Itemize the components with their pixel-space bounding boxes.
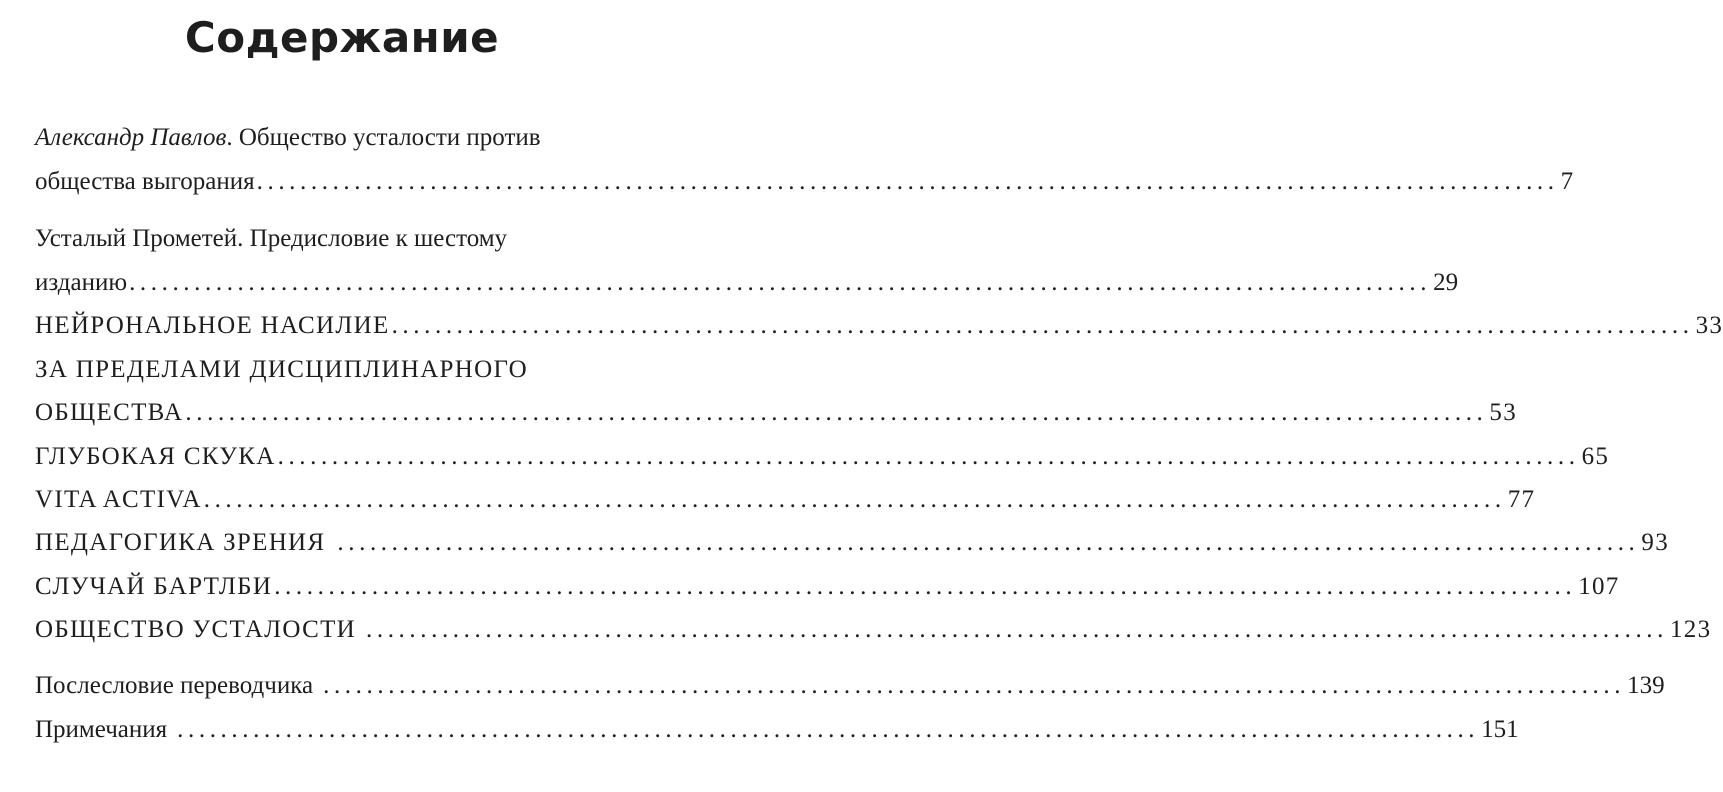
toc-entry-title: ОБЩЕСТВА (35, 399, 184, 426)
toc-entry-title: общества выгорания (35, 168, 255, 195)
dot-leader: ........................................................................................................................ (256, 168, 1559, 195)
toc-entry-line (35, 124, 625, 160)
toc-entry-title: VITA ACTIVA (35, 486, 202, 513)
toc-entry-line[interactable] (35, 529, 1669, 565)
toc-entry-title: НЕЙРОНАЛЬНОЕ НАСИЛИЕ (35, 312, 390, 339)
toc-entry-title: ГЛУБОКАЯ СКУКА (35, 443, 276, 470)
dot-leader: ........................................................................................................................ (391, 312, 1694, 339)
dot-leader: ........................................................................................................................ (277, 443, 1580, 470)
toc-page-number: 29 (1433, 269, 1459, 296)
toc-entry-title: . Общество усталости против (226, 124, 541, 151)
toc-entry-title: изданию (35, 269, 128, 296)
toc-entry-line[interactable] (35, 443, 1610, 479)
toc-entry-line[interactable] (35, 616, 1712, 652)
toc-page-number: 77 (1507, 486, 1536, 513)
toc-entry-line (35, 356, 625, 392)
toc-page-number: 139 (1627, 672, 1665, 699)
toc-page-number: 107 (1578, 573, 1620, 600)
toc-entry-line[interactable] (35, 716, 1519, 752)
dot-leader: ........................................................................................................................ (129, 269, 1432, 296)
dot-leader: ........................................................................................................................ (185, 399, 1488, 426)
toc-entry-line[interactable] (35, 573, 1620, 609)
dot-leader: ........................................................................................................................ (177, 716, 1480, 743)
toc-entry-title: Усталый Прометей. Предисловие к шестому (35, 225, 508, 252)
dot-leader: ........................................................................................................................ (274, 573, 1577, 600)
toc-entry-line[interactable] (35, 312, 1723, 348)
toc-entry-title: ОБЩЕСТВО УСТАЛОСТИ (35, 616, 356, 643)
toc-entry-title: Послесловие переводчика (35, 672, 314, 699)
page-title: Содержание (184, 13, 500, 62)
dot-leader: ........................................................................................................................ (203, 486, 1506, 513)
toc-entry-line (35, 225, 625, 261)
toc-entry-line[interactable] (35, 672, 1665, 708)
toc-entry-line[interactable] (35, 399, 1518, 435)
toc-page-number: 7 (1560, 168, 1574, 195)
toc-page-number: 93 (1641, 529, 1669, 556)
toc-page-number: 33 (1695, 312, 1723, 339)
toc-entry-line[interactable] (35, 486, 1536, 522)
toc-page-number: 123 (1670, 616, 1712, 643)
dot-leader: ........................................................................................................................ (366, 616, 1668, 643)
toc-entry-title: ПЕДАГОГИКА ЗРЕНИЯ (35, 529, 326, 556)
toc-entry-title: СЛУЧАЙ БАРТЛБИ (35, 573, 273, 600)
toc-entry-line[interactable] (35, 269, 1459, 305)
dot-leader: ........................................................................................................................ (337, 529, 1640, 556)
toc-page-number: 65 (1581, 443, 1610, 470)
toc-entry-line[interactable] (35, 168, 1574, 204)
toc-entry-title: Примечания (35, 716, 168, 743)
toc-page-number: 151 (1481, 716, 1519, 743)
toc-entry-author: Александр Павлов (35, 124, 227, 151)
dot-leader: ........................................................................................................................ (323, 672, 1626, 699)
toc-entry-title: ЗА ПРЕДЕЛАМИ ДИСЦИПЛИНАРНОГО (35, 356, 528, 383)
toc-page-number: 53 (1489, 399, 1518, 426)
